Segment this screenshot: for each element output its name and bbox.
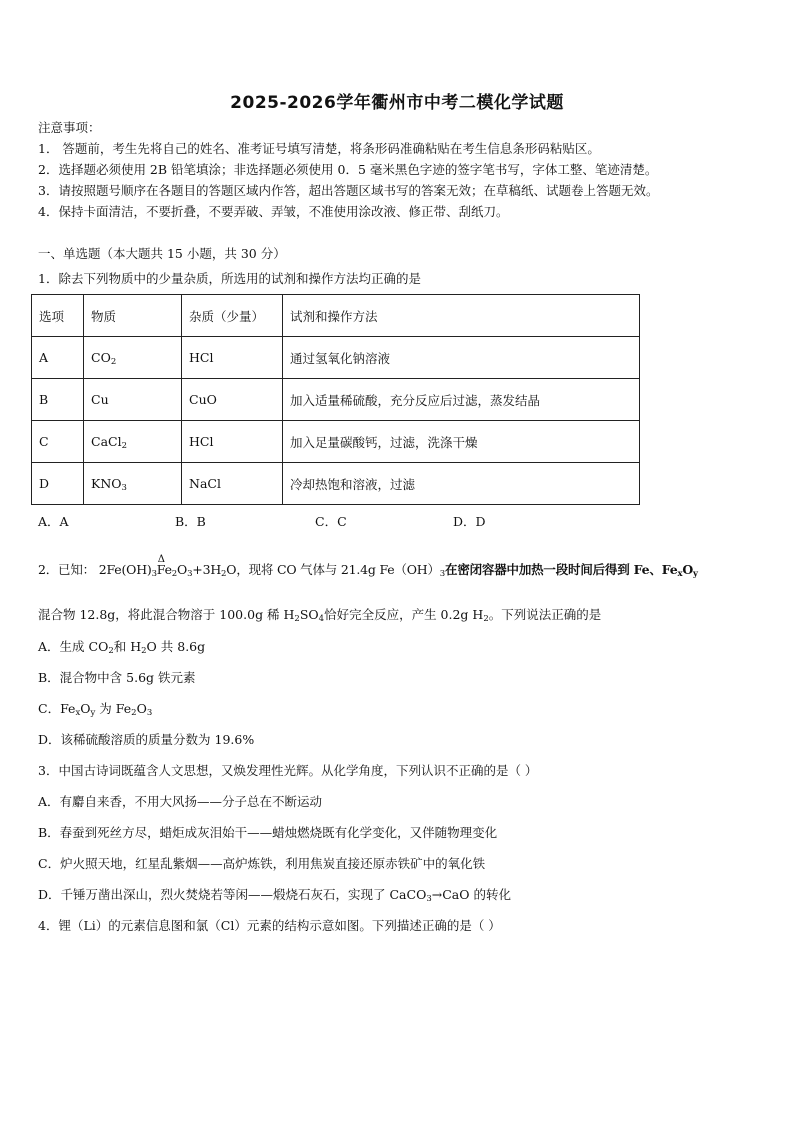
method-cell: 通过氢氧化钠溶液 [283, 337, 640, 379]
impurity-cell: CuO [182, 379, 283, 421]
option-cell: C [32, 421, 84, 463]
question-4-stem: 4．锂（Li）的元素信息图和氯（Cl）元素的结构示意如图。下列描述正确的是（ ） [38, 918, 501, 933]
substance-cell: CaCl$_2$ [84, 421, 182, 463]
question-2-option-c[interactable]: C．$Fe_xO_y$ 为 $Fe_2O_3$ [38, 701, 153, 718]
option-cell: B [32, 379, 84, 421]
substance-cell: $CO_2$ [84, 337, 182, 379]
table-row [32, 421, 640, 463]
question-3-option-b[interactable]: B．春蚕到死丝方尽，蜡炬成灰泪始干——蜡烛燃烧既有化学变化，又伴随物理变化 [38, 825, 498, 840]
notice-item: 1． 答题前，考生先将自己的姓名、准考证号填写清楚，将条形码准确粘贴在考生信息条形码粘贴区。 [38, 141, 600, 156]
question-3-option-a[interactable]: A．有麝自来香，不用大风扬——分子总在不断运动 [38, 794, 323, 809]
notice-item: 2．选择题必须使用 2B 铅笔填涂；非选择题必须使用 0．5 毫米黑色字迹的签字笔书写，字体工整、笔迹清楚。 [38, 162, 658, 177]
question-2-stem-cont: 混合物 12.8g，将此混合物溶于 100.0g 稀 $H_2SO_4$恰好完全反应，产生 0.2g $H_2$。下列说法正确的是 [38, 607, 602, 624]
choice-b[interactable]: B．B [175, 514, 206, 529]
question-2-option-b[interactable]: B．混合物中含 5.6g 铁元素 [38, 670, 196, 685]
question-3-option-c[interactable]: C．炉火照天地，红星乱紫烟——高炉炼铁，利用焦炭直接还原赤铁矿中的氧化铁 [38, 856, 486, 871]
impurity-cell: HCl [182, 337, 283, 379]
method-cell: 冷却热饱和溶液，过滤 [283, 463, 640, 505]
table-row [32, 463, 640, 505]
section-heading: 一、单选题（本大题共 15 小题，共 30 分） [38, 246, 286, 261]
table-header-cell: 选项 [32, 295, 84, 337]
question-1-choices [38, 514, 486, 530]
notice-item: 4．保持卡面清洁，不要折叠，不要弄破、弄皱，不准使用涂改液、修正带、刮纸刀。 [38, 204, 509, 219]
reaction-equation: $2Fe(OH)_3$ Δ $Fe_2O_3+3H_2O$ [98, 554, 237, 579]
table-row [32, 379, 640, 421]
question-2-option-a[interactable]: A．生成 $CO_2$和 $H_2O$ 共 8.6g [38, 639, 206, 656]
notice-heading: 注意事项： [38, 120, 101, 135]
choice-c[interactable]: C．C [315, 514, 347, 529]
method-cell: 加入适量稀硫酸，充分反应后过滤，蒸发结晶 [283, 379, 640, 421]
table-header-cell: 杂质（少量） [182, 295, 283, 337]
question-1-stem: 1．除去下列物质中的少量杂质，所选用的试剂和操作方法均正确的是 [38, 271, 421, 286]
question-3-stem: 3．中国古诗词既蕴含人文思想，又焕发理性光辉。从化学角度，下列认识不正确的是（ ） [38, 763, 538, 778]
table-row [32, 337, 640, 379]
option-cell: A [32, 337, 84, 379]
table-header-row [32, 295, 640, 337]
option-cell: D [32, 463, 84, 505]
impurity-cell: NaCl [182, 463, 283, 505]
choice-d[interactable]: D．D [453, 514, 486, 529]
question-3-option-d[interactable]: D．千锤万凿出深山，烈火焚烧若等闲——煅烧石灰石，实现了 CaCO$_3$→CaO 的转化 [38, 887, 511, 904]
question-1-table [31, 294, 640, 505]
substance-cell: Cu [84, 379, 182, 421]
question-2-stem: 2．已知： $2Fe(OH)_3$ Δ $Fe_2O_3+3H_2O$，现将 CO 气体与 21.4g $Fe(OH)_3$在密闭容器中加热一段时间后得到 Fe、$Fe_xO_y$ [38, 554, 698, 579]
question-2-option-d[interactable]: D．该稀硫酸溶质的质量分数为 19.6% [38, 732, 255, 747]
notice-item: 3．请按照题号顺序在各题目的答题区域内作答，超出答题区域书写的答案无效；在草稿纸、试题卷上答题无效。 [38, 183, 659, 198]
choice-a[interactable]: A．A [38, 514, 69, 529]
impurity-cell: HCl [182, 421, 283, 463]
page-title: 2025-2026学年衢州市中考二模化学试题 [230, 93, 564, 113]
substance-cell: $KNO_3$ [84, 463, 182, 505]
table-header-cell: 试剂和操作方法 [283, 295, 640, 337]
method-cell: 加入足量碳酸钙，过滤，洗涤干燥 [283, 421, 640, 463]
table-header-cell: 物质 [84, 295, 182, 337]
